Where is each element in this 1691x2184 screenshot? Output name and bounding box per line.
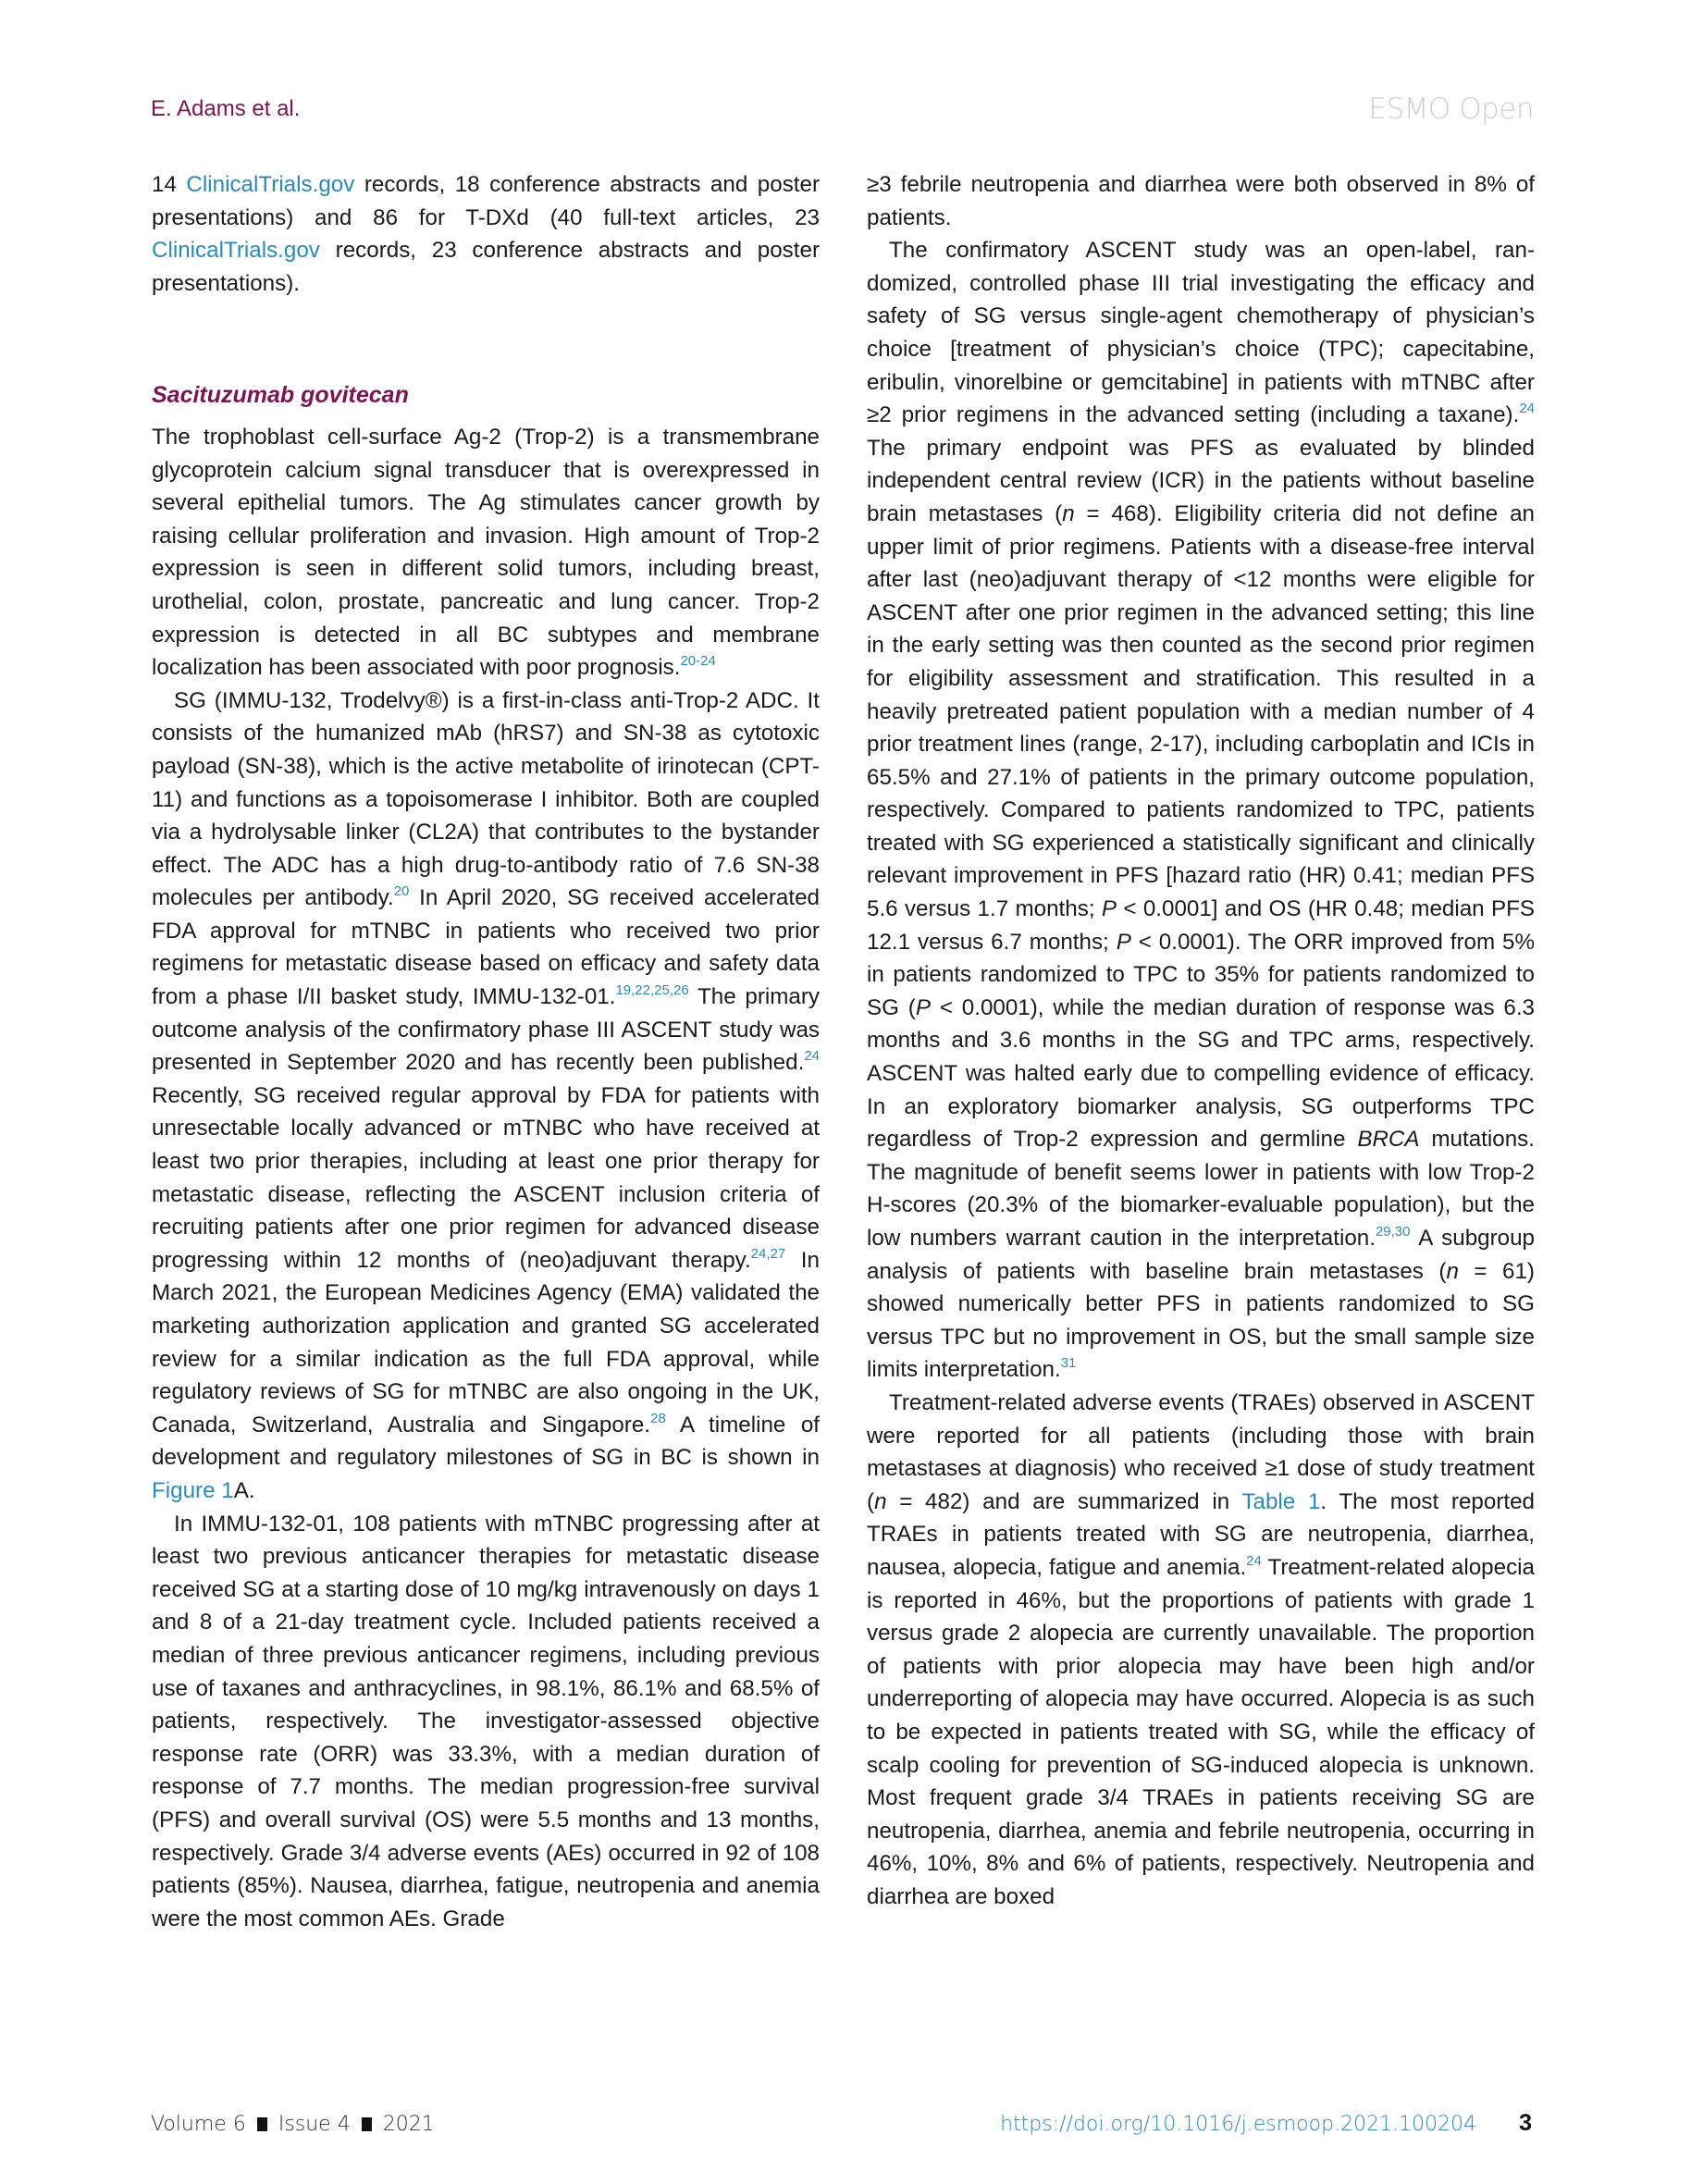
right-column (867, 168, 1535, 1913)
reference-citation[interactable]: 24 (1246, 1552, 1262, 1569)
reference-citation[interactable]: 20-24 (680, 653, 716, 670)
reference-citation[interactable]: 19,22,25,26 (615, 982, 689, 999)
doi-link[interactable]: https://doi.org/10.1016/j.esmoop.2021.100204 (1000, 2113, 1476, 2136)
footer-issue-info (151, 2113, 435, 2136)
body-paragraph: In IMMU-132-01, 108 patients with mTNBC progressing after at least two previous anticancer therapies for metastatic disease received SG at a starting dose of 10 mg/kg intravenously on days 1 and 8 of a 21-day treatment cycle. Included patients received a median of three previous anticancer regimens, including previous use of taxanes and anthracyclines, in 98.1%, 86.1% and 68.5% of patients, respectively. The investigator-assessed objective response rate (ORR) was 33.3%, with a median duration of response of 7.7 months. The median progression-free survival (PFS) and overall survival (OS) were 5.5 months and 13 months, respectively. Grade 3/4 adverse events (AEs) occurred in 92 of 108 patients (85%). Nausea, diarrhea, fatigue, neutropenia and anemia were the most common AEs. Grade (152, 1511, 820, 1931)
figure-link[interactable]: Figure 1 (152, 1477, 234, 1503)
reference-citation[interactable]: 20 (393, 883, 410, 900)
reference-citation[interactable]: 31 (1060, 1355, 1077, 1372)
page-number: 3 (1519, 2110, 1532, 2136)
table-link[interactable]: Table 1 (1241, 1488, 1321, 1514)
reference-citation[interactable]: 24 (804, 1048, 820, 1065)
left-column (152, 168, 820, 1935)
running-header-journal: ESMO Open (1368, 93, 1534, 126)
body-paragraph: SG (IMMU-132, Trodelvy®) is a first-in-class anti-Trop-2 ADC. It consists of the humanized mAb (hRS7) and SN-38 as cytotoxic payload (SN-38), which is the active metabolite of irinotecan (CPT-11) and functions as a topoisomerase I inhibitor. Both are coupled via a hydrolysable linker (CL2A) that contributes to the bystander effect. The ADC has a high drug-to-antibody ratio of 7.6 SN-38 molecules per antibody.$^{20}$ In April 2020, SG received accelerated FDA approval for mTNBC in patients who received two prior regimens for metastatic disease based on efficacy and safety data from a phase I/II basket study, IMMU-132-01.$^{19,22,25,26}$ The primary outcome analysis of the confirmatory phase III ASCENT study was presented in September 2020 and has recently been published.$^{24}$ Recently, SG received regular approval by FDA for patients with unresectable locally advanced or mTNBC who have received at least two prior therapies, including at least one prior therapy for metastatic disease, reflecting the ASCENT inclusion criteria of recruiting patients after one prior regimen for advanced disease progressing within 12 months of (neo)adjuvant therapy.$^{24,27}$ In March 2021, the European Medicines Agency (EMA) validated the marketing authorization application and granted SG accelerated review for a similar indication as the full FDA approval, while regulatory reviews of SG for mTNBC are also ongoing in the UK, Canada, Switzerland, Australia and Singapore.$^{28}$ A timeline of development and regulatory milestones of SG in BC is shown in Figure 1A. (152, 687, 820, 1503)
separator-square-icon (257, 2117, 267, 2131)
intro-paragraph: 14 ClinicalTrials.gov records, 18 conference abstracts and poster presentations) and 86 for T-DXd (40 full-text articles, 23 ClinicalTrials.gov records, 23 conference abstracts and poster presentations). (152, 172, 821, 296)
body-paragraph: Treatment-related adverse events (TRAEs) observed in ASCENT were reported for all patients (including those with brain metastases at diagnosis) who received ≥1 dose of study treatment (n = 482) and are summarized in Table 1. The most reported TRAEs in patients treated with SG are neutropenia, diarrhea, nausea, alopecia, fatigue and anemia.$^{24}$ Treatment-related alopecia is reported in 46%, but the proportions of patients with grade 1 versus grade 2 alopecia are currently unavailable. The proportion of patients with prior alopecia may have been high and/or underreporting of alopecia may have occurred. Alopecia is as such to be expected in patients treated with SG, while the efficacy of scalp cooling for prevention of SG-induced alopecia is unknown. Most frequent grade 3/4 TRAEs in patients receiving SG are neutropenia, diarrhea, anemia and febrile neutropenia, occurring in 46%, 10%, 8% and 6% of patients, respectively. Neutropenia and diarrhea are boxed (867, 1389, 1536, 1909)
reference-citation[interactable]: 28 (650, 1410, 666, 1426)
body-paragraph: The confirmatory ASCENT study was an open-label, randomized, controlled phase III trial investigating the efficacy and safety of SG versus single-agent chemotherapy of physician’s choice [treatment of physician’s choice (TPC); capecitabine, eribulin, vinorelbine or gemcitabine] in patients with mTNBC after ≥2 prior regimens in the advanced setting (including a taxane).$^{24}$ The primary endpoint was PFS as evaluated by blinded independent central review (ICR) in the patients without baseline brain metastases (n = 468). Eligibility criteria did not define an upper limit of prior regimens. Patients with a disease-free interval after last (neo)adjuvant therapy of <12 months were eligible for ASCENT after one prior regimen in the advanced setting; this line in the early setting was then counted as the second prior regimen for eligibility assessment and stratification. This resulted in a heavily pretreated patient population with a median number of 4 prior treatment lines (range, 2-17), including carboplatin and ICIs in 65.5% and 27.1% of patients in the primary outcome population, respectively. Compared to patients randomized to TPC, patients treated with SG experienced a statistically significant and clinically relevant improvement in PFS [hazard ratio (HR) 0.41; median PFS 5.6 versus 1.7 months; P < 0.0001] and OS (HR 0.48; median PFS 12.1 versus 6.7 months; P < 0.0001). The ORR improved from 5% in patients randomized to TPC to 35% for patients randomized to SG (P < 0.0001), while the median duration of response was 6.3 months and 3.6 months in the SG and TPC arms, respectively. ASCENT was halted early due to compelling evidence of efficacy. In an exploratory biomarker analysis, SG outperforms TPC regardless of Trop-2 expression and germline BRCA mutations. The magnitude of benefit seems lower in patients with low Trop-2 H-scores (20.3% of the biomarker-evaluable population), but the low numbers warrant caution in the interpretation.$^{29,30}$ A subgroup analysis of patients with baseline brain metastases (n = 61) showed numerically better PFS in patients randomized to SG versus TPC but no improvement in OS, but the small sample size limits interpretation.$^{31}$ (867, 238, 1536, 1383)
section-heading: Sacituzumab govitecan (152, 382, 409, 409)
reference-citation[interactable]: 24,27 (750, 1245, 786, 1262)
running-header-author: E. Adams et al. (151, 96, 301, 121)
body-paragraph: ≥3 febrile neutropenia and diarrhea were both observed in 8% of patients. (867, 172, 1535, 230)
body-paragraph: The trophoblast cell-surface Ag-2 (Trop-2) is a transmembrane glycoprotein calcium signal transducer that is overexpressed in several epithelial tumors. The Ag stimulates cancer growth by raising cellular proliferation and invasion. High amount of Trop-2 expression is seen in different solid tumors, including breast, urothelial, colon, prostate, pancreatic and lung cancer. Trop-2 expression is detected in all BC subtypes and membrane localization has been associated with poor prognosis.$^{20-24}$ (152, 424, 820, 681)
footer-issue: Issue 4 (278, 2113, 351, 2136)
separator-square-icon (362, 2117, 372, 2131)
reference-citation[interactable]: 29,30 (1375, 1224, 1411, 1240)
clinicaltrials-link[interactable]: ClinicalTrials.gov (186, 172, 355, 197)
section-spacer (152, 300, 820, 379)
clinicaltrials-link[interactable]: ClinicalTrials.gov (152, 238, 320, 264)
footer-volume: Volume 6 (151, 2113, 246, 2136)
reference-citation[interactable]: 24 (1519, 401, 1535, 417)
footer-year: 2021 (382, 2113, 435, 2136)
